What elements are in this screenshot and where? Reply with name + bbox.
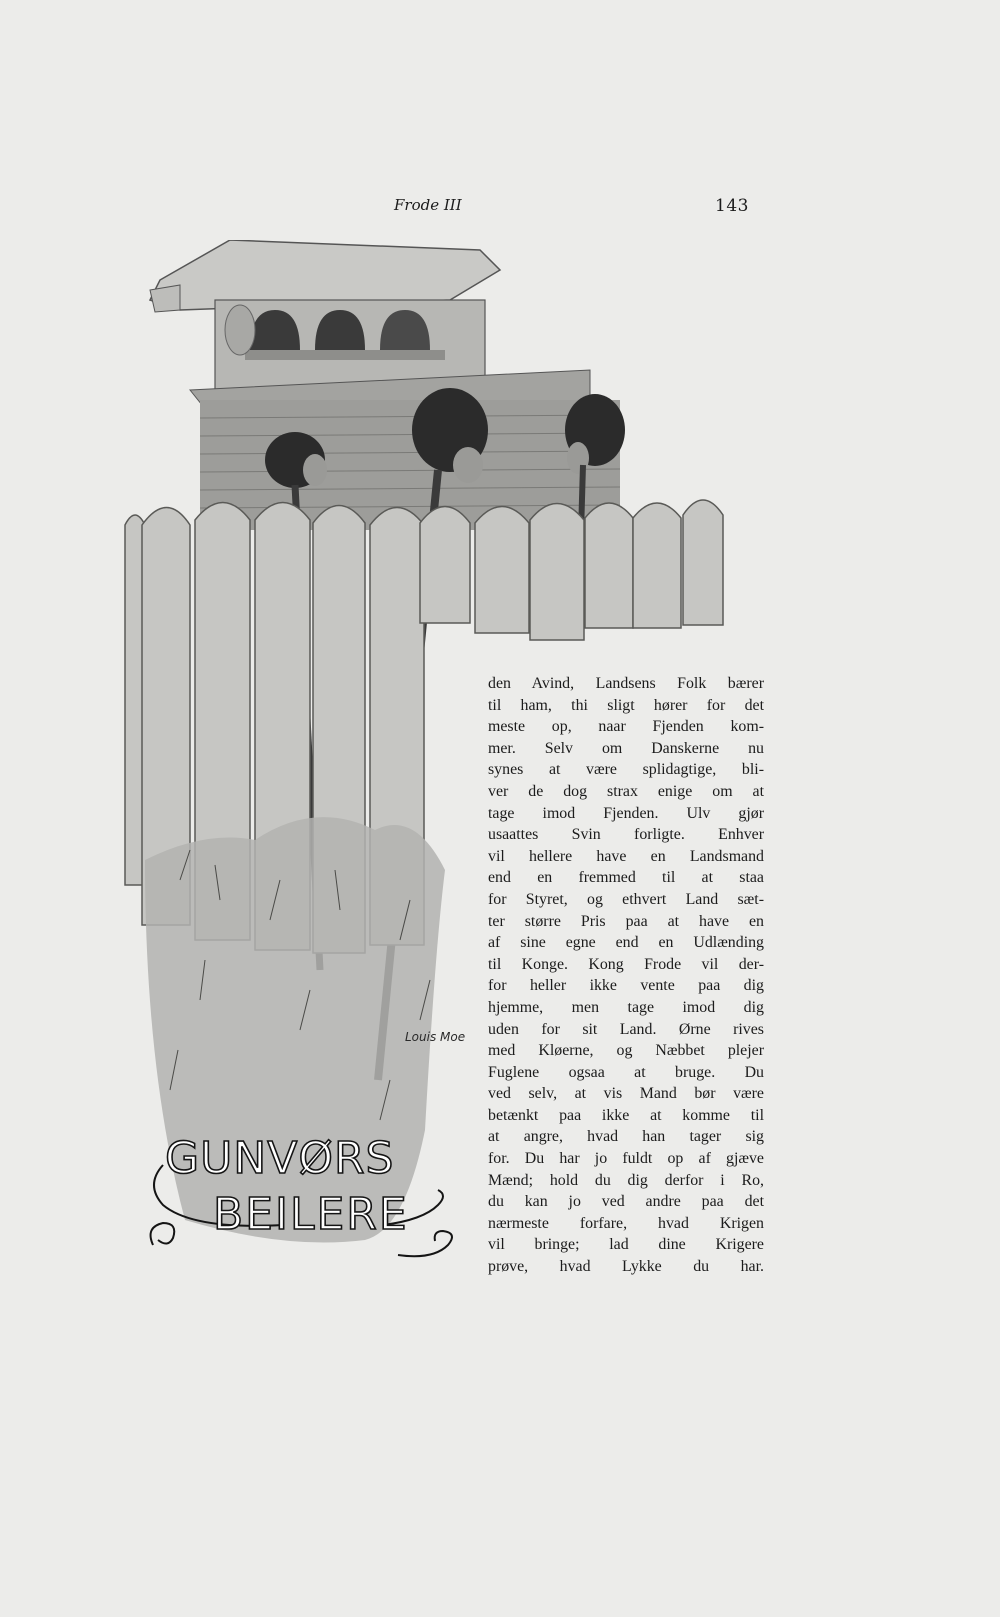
text-line: betænkt paa ikke at komme til: [488, 1106, 764, 1124]
text-line: meste op, naar Fjenden kom-: [488, 718, 764, 736]
text-line: ved selv, at vis Mand bør være: [488, 1085, 764, 1103]
text-line: at angre, hvad han tager sig: [488, 1128, 764, 1146]
text-line: usaattes Svin forligte. Enhver: [488, 826, 764, 844]
running-title: Frode III: [394, 196, 462, 214]
text-line: du kan jo ved andre paa det: [488, 1193, 764, 1211]
text-line: med Kløerne, og Næbbet plejer: [488, 1042, 764, 1060]
running-head: [385, 196, 755, 222]
text-line: mer. Selv om Danskerne nu: [488, 739, 764, 757]
text-line: uden for sit Land. Ørne rives: [488, 1020, 764, 1038]
text-line: den Avind, Landsens Folk bærer: [488, 675, 764, 692]
text-line: hjemme, men tage imod dig: [488, 998, 764, 1016]
text-line: til ham, thi sligt hører for det: [488, 696, 764, 714]
text-line: til Konge. Kong Frode vil der-: [488, 955, 764, 973]
caption-line-1: GUNVØRS: [165, 1133, 395, 1184]
illustration-caption: [143, 1125, 473, 1285]
text-line: tage imod Fjenden. Ulv gjør: [488, 804, 764, 822]
text-line: vil hellere have en Landsmand: [488, 847, 764, 865]
body-text: [488, 673, 764, 1278]
text-line: for Styret, og ethvert Land sæt-: [488, 890, 764, 908]
text-line: synes at være splidagtige, bli-: [488, 761, 764, 779]
caption-line-2: BEILERE: [213, 1189, 409, 1240]
text-line: ver de dog strax enige om at: [488, 782, 764, 800]
text-line: af sine egne end en Udlænding: [488, 934, 764, 952]
text-line: Mænd; hold du dig derfor i Ro,: [488, 1171, 764, 1189]
text-line: nærmeste forfare, hvad Krigen: [488, 1214, 764, 1232]
text-line: for heller ikke vente paa dig: [488, 977, 764, 995]
text-line: prøve, hvad Lykke du har.: [488, 1258, 764, 1276]
text-line: ter større Pris paa at have en: [488, 912, 764, 930]
text-line: vil bringe; lad dine Krigere: [488, 1236, 764, 1254]
page-number: 143: [715, 196, 749, 216]
text-line: Fuglene ogsaa at bruge. Du: [488, 1063, 764, 1081]
text-line: end en fremmed til at staa: [488, 869, 764, 887]
artist-signature: Louis Moe: [405, 1030, 466, 1044]
text-line: for. Du har jo fuldt op af gjæve: [488, 1150, 764, 1168]
